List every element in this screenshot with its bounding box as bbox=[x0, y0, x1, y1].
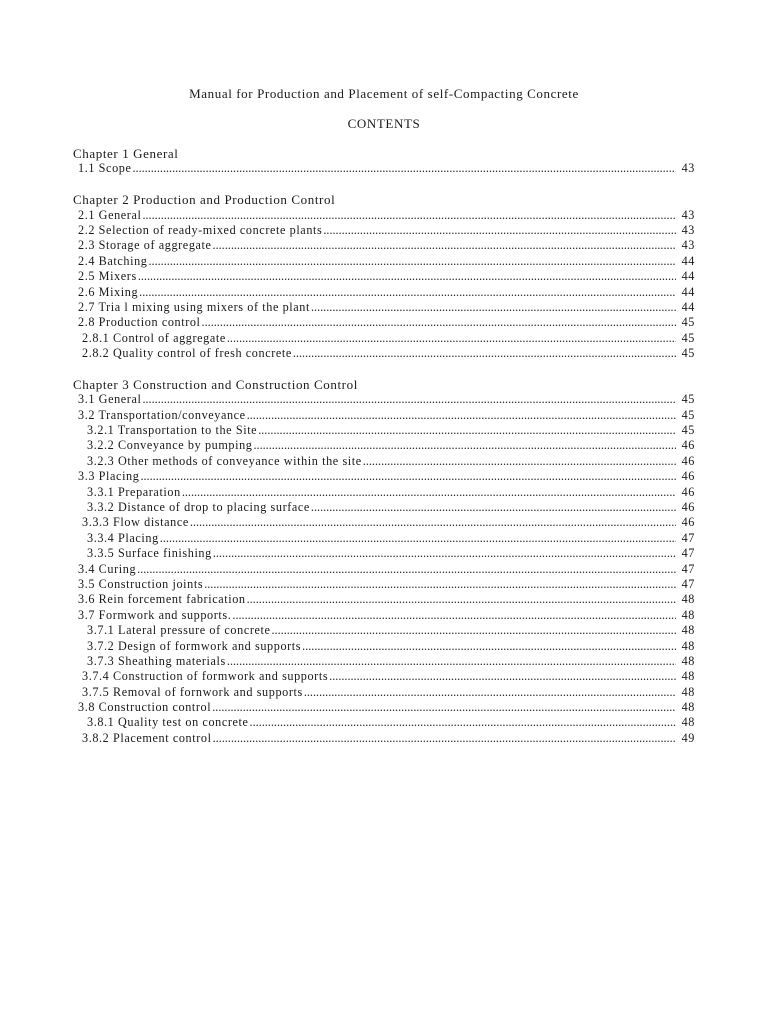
toc-entry bbox=[73, 715, 695, 730]
toc-entry bbox=[73, 700, 695, 715]
toc-entry bbox=[73, 331, 695, 346]
toc-entry-label: 3.3.5 Surface finishing bbox=[87, 546, 212, 561]
dot-leader bbox=[311, 300, 676, 315]
toc-entry bbox=[73, 285, 695, 300]
toc-entry bbox=[73, 531, 695, 546]
toc-entry bbox=[73, 254, 695, 269]
dot-leader bbox=[329, 669, 676, 684]
dot-leader bbox=[232, 608, 676, 623]
toc-chapter bbox=[73, 146, 695, 177]
toc-entry-page: 47 bbox=[681, 546, 695, 561]
toc-entry-label: 3.8.2 Placement control bbox=[82, 730, 212, 745]
toc-entry-label: 2.8.1 Control of aggregate bbox=[82, 330, 226, 345]
toc-entry-page: 48 bbox=[681, 592, 695, 607]
toc-entry-label: 3.3.2 Distance of drop to placing surface bbox=[87, 499, 310, 514]
dot-leader bbox=[148, 254, 676, 269]
toc-entry-page: 46 bbox=[681, 499, 695, 514]
toc-entry-page: 45 bbox=[681, 346, 695, 361]
toc-entry bbox=[73, 408, 695, 423]
toc-entry bbox=[73, 669, 695, 684]
toc-entry-label: 3.7.1 Lateral pressure of concrete bbox=[87, 623, 271, 638]
dot-leader bbox=[182, 485, 676, 500]
toc-entry-page: 43 bbox=[681, 207, 695, 222]
toc-entry bbox=[73, 208, 695, 223]
toc-entry-label: 2.2 Selection of ready-mixed concrete plants bbox=[78, 222, 323, 237]
toc-entry-page: 48 bbox=[681, 607, 695, 622]
dot-leader bbox=[137, 562, 676, 577]
toc-entry bbox=[73, 269, 695, 284]
chapter-title: Chapter 3 Construction and Construction Control bbox=[73, 376, 358, 392]
toc-entry-page: 45 bbox=[681, 392, 695, 407]
dot-leader bbox=[142, 208, 676, 223]
toc-entry bbox=[73, 315, 695, 330]
toc-entry-label: 2.3 Storage of aggregate bbox=[78, 238, 212, 253]
toc-entry bbox=[73, 454, 695, 469]
chapter-title: Chapter 1 General bbox=[73, 146, 179, 161]
toc-entry-label: 3.7 Formwork and supports. bbox=[78, 607, 232, 622]
dot-leader bbox=[293, 346, 676, 361]
dot-leader bbox=[227, 331, 676, 346]
toc-entry-page: 45 bbox=[681, 330, 695, 345]
toc-chapter bbox=[73, 192, 695, 361]
toc-entry-page: 43 bbox=[681, 238, 695, 253]
dot-leader bbox=[247, 408, 676, 423]
toc-entry bbox=[73, 546, 695, 561]
dot-leader bbox=[132, 161, 676, 176]
toc-entry-page: 47 bbox=[681, 530, 695, 545]
toc-entry-label: 3.1 General bbox=[78, 392, 142, 407]
dot-leader bbox=[138, 269, 676, 284]
dot-leader bbox=[311, 500, 676, 515]
toc-entry-page: 45 bbox=[681, 315, 695, 330]
toc-entry bbox=[73, 685, 695, 700]
toc-entry bbox=[73, 438, 695, 453]
toc-entry-label: 3.6 Rein forcement fabrication bbox=[78, 592, 246, 607]
toc-entry bbox=[73, 654, 695, 669]
toc-entry bbox=[73, 423, 695, 438]
dot-leader bbox=[139, 285, 676, 300]
toc-entry-label: 3.3.3 Flow distance bbox=[82, 515, 189, 530]
dot-leader bbox=[323, 223, 676, 238]
toc-entry-label: 3.8 Construction control bbox=[78, 700, 212, 715]
toc-entry bbox=[73, 515, 695, 530]
toc-entry-label: 3.3.1 Preparation bbox=[87, 484, 181, 499]
toc-entry bbox=[73, 238, 695, 253]
toc-entry-label: 3.4 Curing bbox=[78, 561, 137, 576]
toc-entry bbox=[73, 500, 695, 515]
dot-leader bbox=[212, 700, 676, 715]
dot-leader bbox=[213, 731, 676, 746]
toc-entry bbox=[73, 731, 695, 746]
dot-leader bbox=[202, 315, 676, 330]
toc-entry bbox=[73, 392, 695, 407]
toc-entry-label: 2.4 Batching bbox=[78, 253, 148, 268]
toc-entry-label: 2.7 Tria l mixing using mixers of the plant bbox=[78, 299, 310, 314]
dot-leader bbox=[160, 531, 676, 546]
toc-entry-label: 2.5 Mixers bbox=[78, 269, 137, 284]
toc-entry bbox=[73, 346, 695, 361]
toc-entry-page: 43 bbox=[681, 222, 695, 237]
toc-entry-page: 45 bbox=[681, 423, 695, 438]
dot-leader bbox=[253, 438, 676, 453]
toc-entry-label: 3.2.2 Conveyance by pumping bbox=[87, 438, 253, 453]
toc-entry-page: 48 bbox=[681, 669, 695, 684]
toc-entry-page: 44 bbox=[681, 253, 695, 268]
toc-entry-page: 44 bbox=[681, 284, 695, 299]
toc-entry bbox=[73, 562, 695, 577]
dot-leader bbox=[247, 592, 676, 607]
toc-entry-label: 3.2 Transportation/conveyance bbox=[78, 407, 246, 422]
contents-heading: CONTENTS bbox=[347, 116, 421, 131]
toc-entry-page: 48 bbox=[681, 700, 695, 715]
dot-leader bbox=[272, 623, 677, 638]
toc-entry-page: 45 bbox=[681, 407, 695, 422]
toc-entry-label: 3.8.1 Quality test on concrete bbox=[87, 715, 249, 730]
toc-entry-label: 3.7.2 Design of formwork and supports bbox=[87, 638, 302, 653]
toc-entry-label: 3.3 Placing bbox=[78, 469, 140, 484]
toc-entry-page: 46 bbox=[681, 469, 695, 484]
toc-entry-label: 3.2.1 Transportation to the Site bbox=[87, 423, 258, 438]
toc-entry-label: 3.5 Construction joints bbox=[78, 576, 204, 591]
toc-entry bbox=[73, 592, 695, 607]
dot-leader bbox=[190, 515, 676, 530]
dot-leader bbox=[213, 546, 676, 561]
toc-entry-page: 48 bbox=[681, 715, 695, 730]
dot-leader bbox=[363, 454, 676, 469]
toc-entry-label: 3.7.5 Removal of fornwork and supports bbox=[82, 684, 303, 699]
toc-entry-page: 46 bbox=[681, 484, 695, 499]
toc-entry-label: 2.8.2 Quality control of fresh concrete bbox=[82, 346, 292, 361]
toc-entry-page: 48 bbox=[681, 684, 695, 699]
toc-entry-label: 2.1 General bbox=[78, 207, 142, 222]
toc-entry-label: 2.8 Production control bbox=[78, 315, 201, 330]
toc-entry-page: 46 bbox=[681, 438, 695, 453]
toc-entry-page: 48 bbox=[681, 623, 695, 638]
toc-entry-page: 44 bbox=[681, 269, 695, 284]
document-title: Manual for Production and Placement of self-Compacting Concrete bbox=[189, 86, 579, 101]
toc-entry-page: 49 bbox=[681, 730, 695, 745]
dot-leader bbox=[204, 577, 676, 592]
dot-leader bbox=[250, 715, 676, 730]
toc-entry-label: 2.6 Mixing bbox=[78, 284, 139, 299]
toc-entry-page: 47 bbox=[681, 561, 695, 576]
toc-entry-page: 48 bbox=[681, 638, 695, 653]
toc-entry bbox=[73, 223, 695, 238]
toc-entry bbox=[73, 623, 695, 638]
toc-entry-page: 46 bbox=[681, 453, 695, 468]
toc-entry bbox=[73, 485, 695, 500]
toc-entry-label: 3.3.4 Placing bbox=[87, 530, 159, 545]
dot-leader bbox=[227, 654, 676, 669]
toc-entry-label: 3.7.3 Sheathing materials bbox=[87, 653, 226, 668]
toc-entry-page: 47 bbox=[681, 576, 695, 591]
toc-entry-page: 48 bbox=[681, 653, 695, 668]
toc-entry-label: 3.7.4 Construction of formwork and supports bbox=[82, 669, 329, 684]
toc-entry-page: 44 bbox=[681, 299, 695, 314]
dot-leader bbox=[304, 685, 676, 700]
toc-entry bbox=[73, 161, 695, 176]
dot-leader bbox=[302, 639, 676, 654]
toc-entry-page: 43 bbox=[681, 161, 695, 176]
toc-entry bbox=[73, 608, 695, 623]
toc-entry bbox=[73, 639, 695, 654]
toc-chapter bbox=[73, 377, 695, 746]
chapter-title: Chapter 2 Production and Production Control bbox=[73, 192, 336, 208]
toc-entry-label: 1.1 Scope bbox=[78, 161, 132, 176]
dot-leader bbox=[140, 469, 676, 484]
toc-entry bbox=[73, 577, 695, 592]
toc-entry-page: 46 bbox=[681, 515, 695, 530]
table-of-contents bbox=[73, 146, 695, 762]
dot-leader bbox=[258, 423, 676, 438]
toc-entry-label: 3.2.3 Other methods of conveyance within the site bbox=[87, 453, 362, 468]
dot-leader bbox=[142, 392, 676, 407]
toc-entry bbox=[73, 469, 695, 484]
dot-leader bbox=[213, 238, 676, 253]
toc-entry bbox=[73, 300, 695, 315]
